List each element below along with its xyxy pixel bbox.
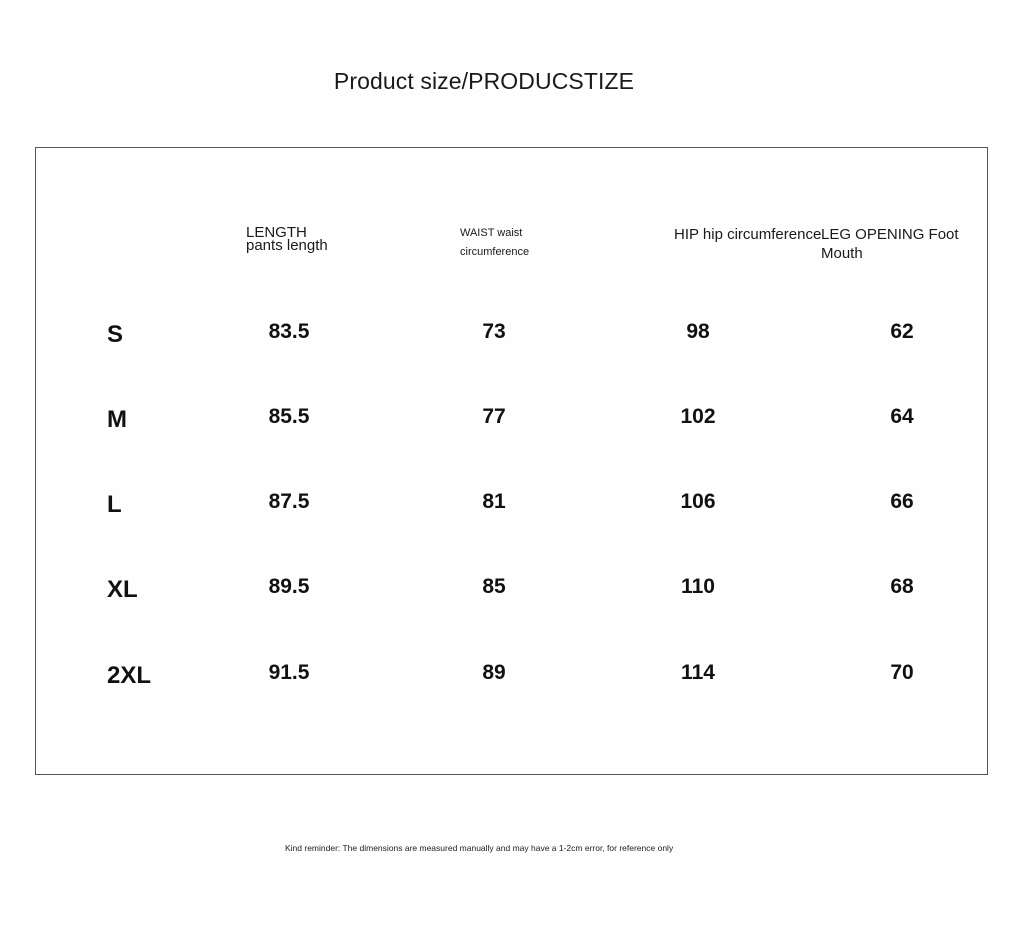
- waist-value: 89: [482, 661, 506, 684]
- waist-value: 73: [482, 320, 506, 343]
- header-waist: WAIST waist circumference: [460, 227, 530, 258]
- leg-opening-value: 70: [890, 661, 914, 684]
- header-length: LENGTH pants length: [246, 226, 328, 254]
- header-leg-opening: LEG OPENING Foot Mouth: [821, 226, 959, 262]
- size-label: L: [107, 491, 122, 518]
- page-title: Product size/PRODUCSTIZE: [333, 68, 635, 94]
- table-row: [36, 482, 987, 522]
- size-label: S: [107, 321, 124, 348]
- waist-value: 85: [482, 575, 506, 598]
- leg-opening-value: 64: [890, 405, 914, 428]
- table-row: [36, 312, 987, 352]
- hip-value: 106: [680, 490, 716, 513]
- waist-value: 77: [482, 405, 506, 428]
- length-value: 89.5: [268, 575, 310, 598]
- length-value: 91.5: [268, 661, 310, 684]
- hip-value: 110: [681, 575, 715, 598]
- table-row: [36, 567, 987, 607]
- length-value: 85.5: [268, 405, 310, 428]
- size-label: XL: [107, 576, 138, 603]
- measurement-reminder: Kind reminder: The dimensions are measured manually and may have a 1-2cm error, for reference only: [285, 843, 674, 853]
- length-value: 83.5: [268, 320, 310, 343]
- hip-value: 102: [680, 405, 716, 428]
- header-hip: HIP hip circumference: [674, 226, 822, 243]
- length-value: 87.5: [268, 490, 310, 513]
- hip-value: 98: [686, 320, 710, 343]
- hip-value: 114: [681, 661, 715, 684]
- table-row: [36, 397, 987, 437]
- size-label: 2XL: [107, 662, 152, 689]
- table-row: [36, 653, 987, 693]
- leg-opening-value: 62: [890, 320, 914, 343]
- leg-opening-value: 68: [890, 575, 914, 598]
- size-table: [35, 147, 988, 775]
- leg-opening-value: 66: [890, 490, 914, 513]
- size-label: M: [107, 406, 127, 433]
- waist-value: 81: [482, 490, 506, 513]
